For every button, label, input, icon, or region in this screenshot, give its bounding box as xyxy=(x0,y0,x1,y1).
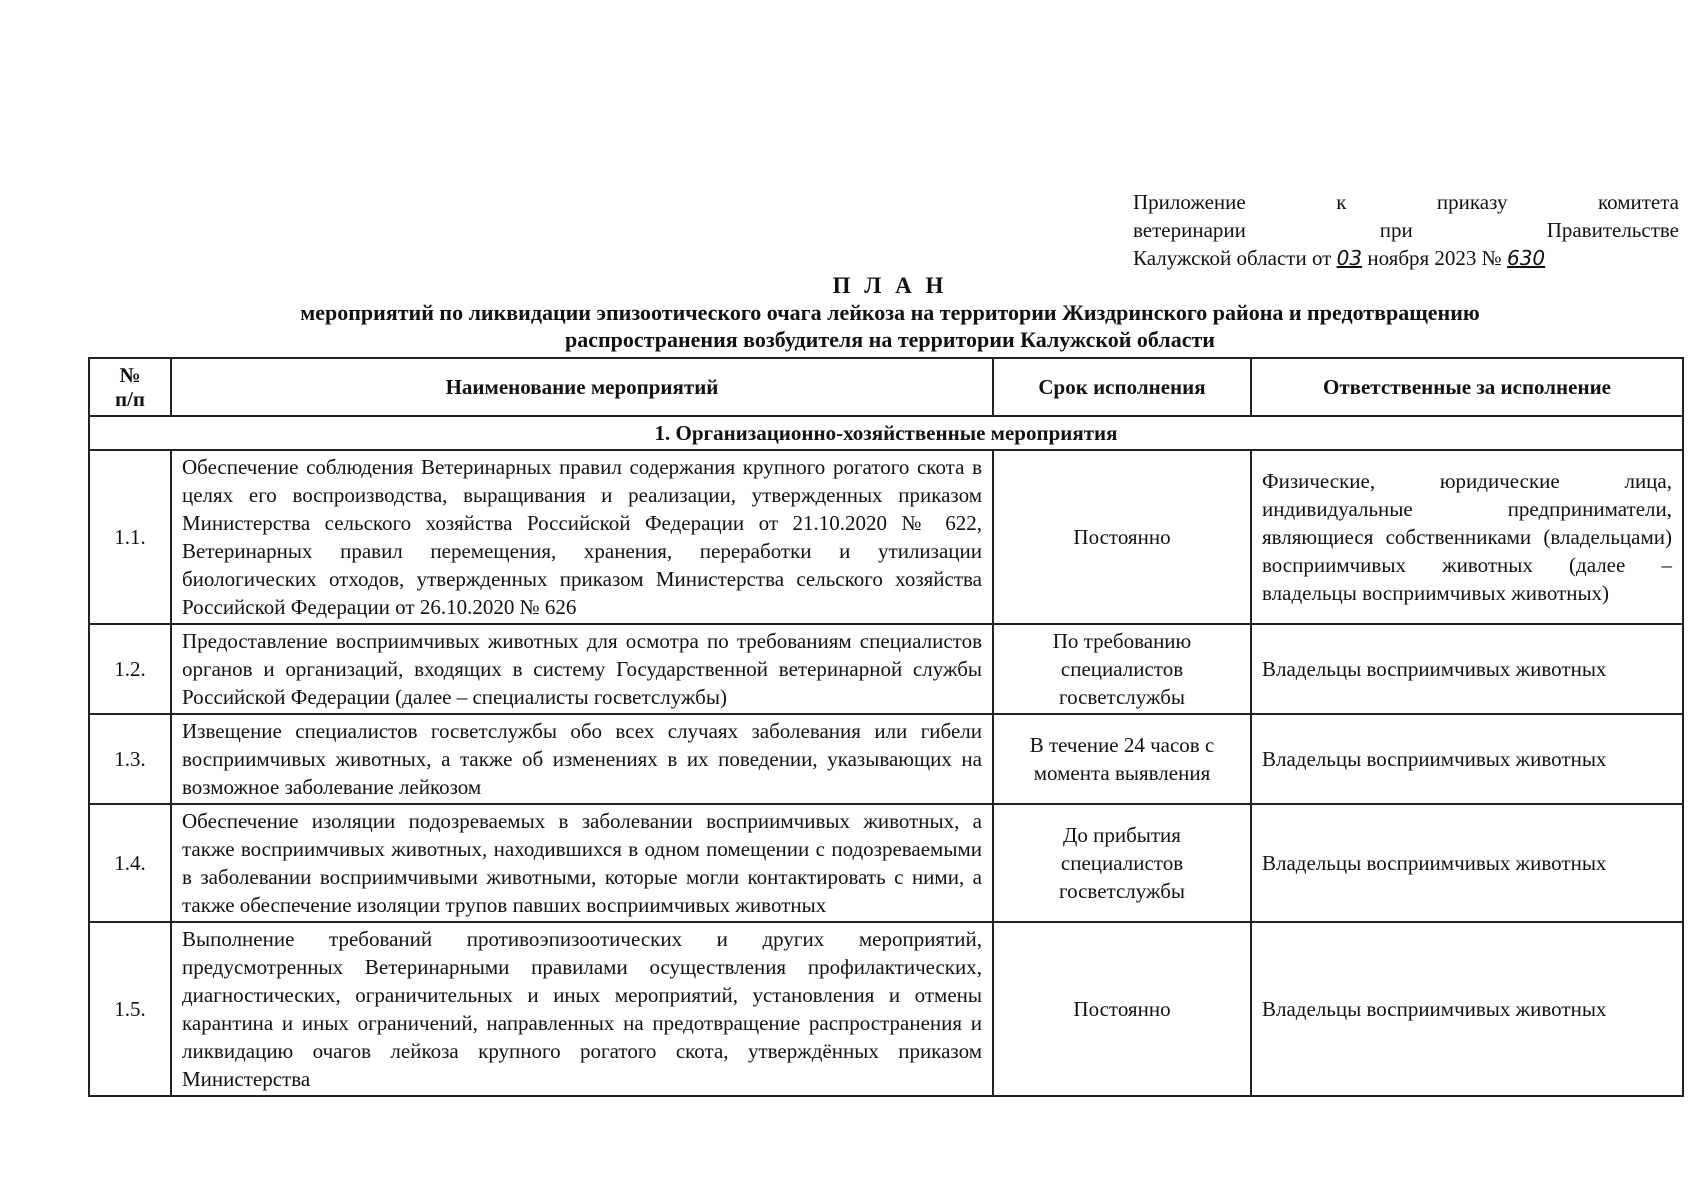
row-term: До прибытия специалистов госветслужбы xyxy=(993,804,1251,922)
plan-table xyxy=(88,357,1684,1097)
order-number: 630 xyxy=(1506,246,1546,270)
section-row xyxy=(89,416,1683,450)
row-number: 1.3. xyxy=(89,714,171,804)
header-num-line-1: № xyxy=(119,363,141,387)
row-measure: Предоставление восприимчивых животных для осмотра по требованиям специалистов органов и организаций, входящих в систему Государственной ветеринарной службы Российской Федерации (далее – специалисты госветслужбы) xyxy=(171,624,993,714)
table-row xyxy=(89,804,1683,922)
row-responsible: Владельцы восприимчивых животных xyxy=(1251,804,1683,922)
row-measure: Обеспечение изоляции подозреваемых в заболевании восприимчивых животных, а также восприимчивых животных, находившихся в одном помещении с подозреваемыми в заболевании восприимчивыми животными, которые могли контактировать с ними, а также обеспечение изоляции трупов павших восприимчивых животных xyxy=(171,804,993,922)
table-row xyxy=(89,714,1683,804)
row-measure: Извещение специалистов госветслужбы обо всех случаях заболевания или гибели восприимчивых животных, а также об изменениях в их поведении, указывающих на возможное заболевание лейкозом xyxy=(171,714,993,804)
appendix-line-1: Приложение к приказу комитета xyxy=(1133,190,1679,214)
row-number: 1.4. xyxy=(89,804,171,922)
header-resp: Ответственные за исполнение xyxy=(1251,358,1683,416)
row-responsible: Владельцы восприимчивых животных xyxy=(1251,714,1683,804)
appendix-block xyxy=(1133,188,1679,272)
header-num-line-2: п/п xyxy=(114,387,146,411)
row-number: 1.5. xyxy=(89,922,171,1096)
table-row xyxy=(89,450,1683,624)
row-responsible: Физические, юридические лица, индивидуальные предприниматели, являющиеся собственниками (владельцами) восприимчивых животных (далее – владельцы восприимчивых животных) xyxy=(1251,450,1683,624)
order-day: 03 xyxy=(1336,246,1363,270)
row-measure: Выполнение требований противоэпизоотических и других мероприятий, предусмотренных Ветеринарными правилами осуществления профилактических, диагностических, ограничительных и иных мероприятий, установления и отмены карантина и иных ограничений, направленных на предотвращение распространения и ликвидацию очагов лейкоза крупного рогатого скота, утверждённых приказом Министерства xyxy=(171,922,993,1096)
row-measure: Обеспечение соблюдения Ветеринарных правил содержания крупного рогатого скота в целях его воспроизводства, выращивания и реализации, утвержденных приказом Министерства сельского хозяйства Российской Федерации от 21.10.2020 № 622, Ветеринарных правил перемещения, хранения, переработки и утилизации биологических отходов, утвержденных приказом Министерства сельского хозяйства Российской Федерации от 26.10.2020 № 626 xyxy=(171,450,993,624)
appendix-line-3 xyxy=(1133,244,1679,272)
table-row xyxy=(89,624,1683,714)
section-title: 1. Организационно-хозяйственные мероприятия xyxy=(89,416,1683,450)
table-row xyxy=(89,922,1683,1096)
row-term: Постоянно xyxy=(993,922,1251,1096)
table-header-row xyxy=(89,358,1683,416)
row-responsible: Владельцы восприимчивых животных xyxy=(1251,624,1683,714)
appendix-line-2: ветеринарии при Правительстве xyxy=(1133,218,1679,242)
title-line-2: мероприятий по ликвидации эпизоотического очага лейкоза на территории Жиздринского района и предотвращению xyxy=(300,300,1480,325)
header-num xyxy=(89,358,171,416)
title-line-3: распространения возбудителя на территории Калужской области xyxy=(565,327,1215,352)
row-term: Постоянно xyxy=(993,450,1251,624)
appendix-date-prefix: Калужской области от xyxy=(1133,246,1332,270)
header-term: Срок исполнения xyxy=(993,358,1251,416)
header-name: Наименование мероприятий xyxy=(171,358,993,416)
appendix-date-middle: ноября 2023 № xyxy=(1367,246,1502,270)
row-responsible: Владельцы восприимчивых животных xyxy=(1251,922,1683,1096)
row-number: 1.2. xyxy=(89,624,171,714)
row-term: По требованию специалистов госветслужбы xyxy=(993,624,1251,714)
title-heading: П Л А Н xyxy=(832,273,948,298)
row-term: В течение 24 часов с момента выявления xyxy=(993,714,1251,804)
document-title xyxy=(90,272,1690,353)
row-number: 1.1. xyxy=(89,450,171,624)
